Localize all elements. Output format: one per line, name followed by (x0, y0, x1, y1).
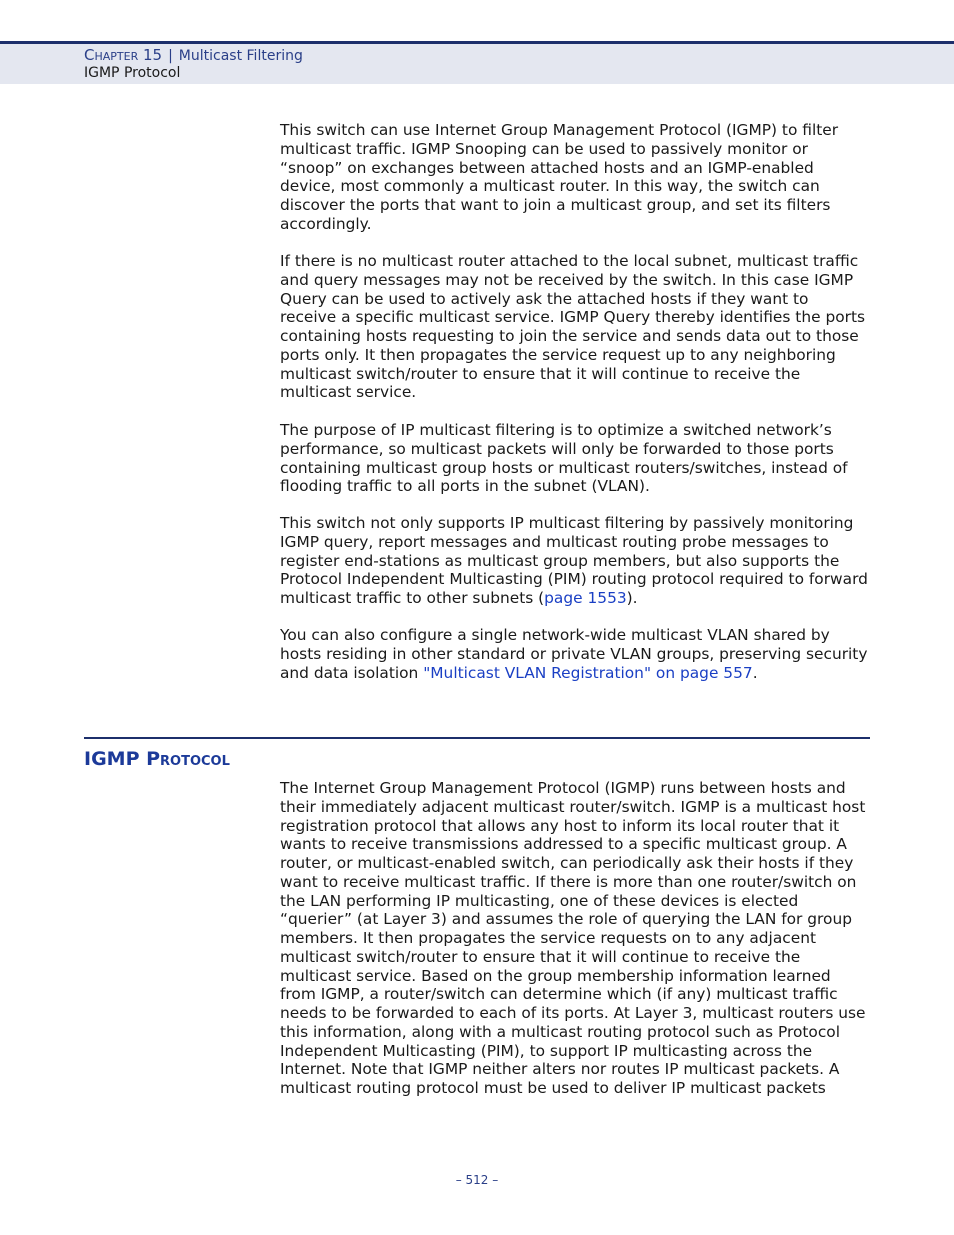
paragraph-text-span: ). (626, 589, 638, 607)
multicast-vlan-registration-link[interactable]: "Multicast VLAN Registration" on page 557 (423, 663, 753, 682)
intro-paragraph-3 (280, 421, 868, 496)
page-number: – 512 – (455, 1173, 499, 1187)
paragraph-text: If there is no multicast router attached to the local subnet, multicast traffic and query messages may not be received by the switch. In this case IGMP Query can be used to actively ask the attached hosts if they want to receive a specific multicast service. IGMP Query thereby identifies the ports containing hosts requesting to join the service and sends data out to those ports only. It then propagates the service request up to any neighboring multicast switch/router to ensure that it will continue to receive the multicast service. (280, 252, 866, 402)
paragraph-text-span: You can also configure a single network-wide multicast VLAN shared by hosts residing in other standard or private VLAN groups, preserving security and data isolation (280, 626, 868, 682)
section-divider (84, 737, 870, 739)
intro-paragraph-5 (280, 626, 868, 682)
page-reference-link[interactable]: page 1553 (544, 589, 627, 607)
section-heading: IGMP Protocol (84, 748, 230, 770)
header-section: IGMP Protocol (84, 65, 181, 81)
section-body-paragraph (280, 779, 868, 1098)
intro-paragraph-4 (280, 514, 868, 608)
header-separator: | (168, 48, 173, 64)
paragraph-text: This switch can use Internet Group Management Protocol (IGMP) to filter multicast traffic. IGMP Snooping can be used to passively monitor or “snoop” on exchanges between attached hosts and an IGMP-enabled device, most commonly a multicast router. In this way, the switch can discover the ports that want to join a multicast group, and set its filters accordingly. (280, 121, 839, 233)
header-chapter: Chapter 15 (84, 46, 163, 64)
paragraph-text-span: This switch not only supports IP multicast filtering by passively monitoring IGMP query, report messages and multicast routing probe messages to register end-stations as multicast group members, but also supports the Protocol Independent Multicasting (PIM) routing protocol required to forward multicast traffic to other subnets ( (280, 514, 868, 607)
running-header (0, 41, 954, 84)
paragraph-text: The purpose of IP multicast filtering is to optimize a switched network’s performance, so multicast packets will only be forwarded to those ports containing multicast group hosts or multicast routers/switches, instead of flooding traffic to all ports in the subnet (VLAN). (280, 421, 848, 496)
intro-paragraph-1 (280, 121, 868, 234)
paragraph-text-span: . (752, 663, 758, 682)
header-chapter-title: Multicast Filtering (178, 48, 303, 64)
paragraph-text (280, 626, 868, 682)
intro-paragraph-2 (280, 252, 868, 402)
header-chapter-line (84, 46, 303, 64)
paragraph-text (280, 514, 868, 608)
paragraph-text: The Internet Group Management Protocol (IGMP) runs between hosts and their immediately adjacent multicast router/switch. IGMP is a multicast host registration protocol that allows any host to inform its local router that it wants to receive transmissions addressed to a specific multicast group. A router, or multicast-enabled switch, can periodically ask their hosts if they want to receive multicast traffic. If there is more than one router/switch on the LAN performing IP multicasting, one of these devices is elected “querier” (at Layer 3) and assumes the role of querying the LAN for group members. It then propagates the service requests on to any adjacent multicast switch/router to ensure that it will continue to receive the multicast service. Based on the group membership information learned from IGMP, a router/switch can determine which (if any) multicast traffic needs to be forwarded to each of its ports. At Layer 3, multicast routers use this information, along with a multicast routing protocol such as Protocol Independent Multicasting (PIM), to support IP multicasting across the Internet. Note that IGMP neither alters nor routes IP multicast packets. A multicast routing protocol must be used to deliver IP multicast packets (280, 779, 866, 1097)
